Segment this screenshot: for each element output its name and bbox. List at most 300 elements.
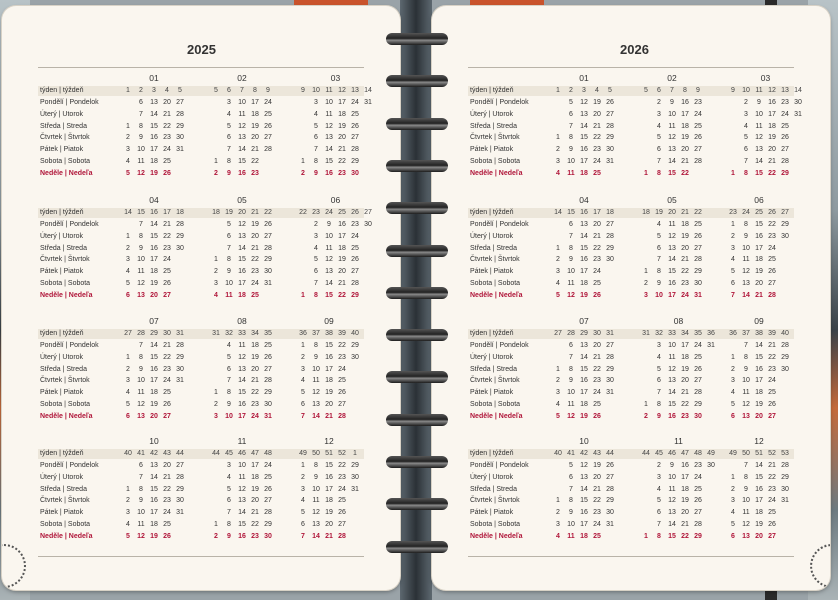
week-number: 13 (781, 87, 789, 94)
day-cell: 19 (251, 353, 259, 361)
day-cell: 17 (150, 509, 158, 517)
day-cell: 18 (681, 221, 689, 228)
month-number: 07 (579, 316, 589, 326)
day-cell: 25 (351, 110, 359, 118)
day-label: Středa | Streda (470, 485, 517, 493)
day-cell: 31 (606, 389, 614, 397)
week-number: 44 (606, 450, 614, 457)
month-number: 06 (754, 195, 764, 205)
day-label: Čtvrtek | Štvrtok (470, 377, 520, 385)
day-cell: 1 (644, 532, 648, 540)
day-cell: 28 (338, 412, 346, 420)
day-cell: 11 (742, 509, 750, 517)
day-cell: 21 (163, 110, 171, 118)
day-cell: 11 (567, 401, 575, 408)
day-cell: 15 (150, 122, 158, 130)
day-cell: 22 (338, 291, 346, 299)
day-cell: 20 (338, 268, 346, 276)
day-cell: 13 (668, 244, 676, 252)
day-cell: 28 (176, 221, 184, 228)
day-cell: 24 (163, 509, 171, 517)
day-cell: 22 (251, 521, 259, 528)
day-cell: 15 (755, 169, 763, 177)
day-cell: 20 (768, 146, 776, 154)
day-cell: 12 (325, 122, 333, 130)
spiral-ring (386, 329, 448, 341)
week-number: 43 (163, 450, 171, 457)
month-number: 09 (754, 316, 764, 326)
day-cell: 12 (668, 232, 676, 240)
day-cell: 8 (657, 169, 661, 177)
day-cell: 7 (744, 158, 748, 165)
day-cell: 29 (606, 244, 614, 252)
month-number: 10 (579, 436, 589, 446)
day-cell: 21 (338, 280, 346, 287)
day-cell: 4 (126, 268, 130, 276)
day-cell: 23 (251, 169, 259, 177)
week-number: 52 (768, 450, 776, 457)
week-number: 14 (364, 87, 372, 94)
day-cell: 20 (338, 134, 346, 142)
week-number: 40 (554, 450, 562, 457)
day-cell: 8 (657, 532, 661, 540)
day-cell: 24 (694, 473, 702, 481)
day-cell: 19 (681, 232, 689, 240)
day-cell: 19 (755, 401, 763, 408)
day-cell: 16 (238, 401, 246, 408)
day-cell: 14 (150, 221, 158, 228)
day-cell: 31 (264, 280, 272, 287)
right-page (432, 6, 830, 590)
day-cell: 20 (755, 280, 763, 287)
day-cell: 14 (238, 146, 246, 154)
day-cell: 17 (768, 110, 776, 118)
day-cell: 6 (314, 268, 318, 276)
day-cell: 1 (644, 169, 648, 177)
day-cell: 2 (126, 497, 130, 505)
day-cell: 26 (694, 232, 702, 240)
day-cell: 10 (742, 497, 750, 505)
day-label: Neděle | Nedeľa (40, 412, 93, 420)
day-cell: 3 (556, 521, 560, 528)
day-cell: 29 (176, 232, 184, 240)
week-number: 5 (644, 87, 648, 94)
day-cell: 18 (755, 256, 763, 264)
day-cell: 27 (694, 509, 702, 517)
day-cell: 28 (694, 158, 702, 165)
day-cell: 16 (768, 99, 776, 106)
week-number: 45 (225, 450, 233, 457)
day-label: Sobota | Sobota (470, 280, 521, 287)
day-cell: 18 (150, 521, 158, 528)
day-cell: 29 (606, 365, 614, 373)
day-cell: 10 (312, 365, 320, 373)
day-cell: 21 (681, 521, 689, 528)
day-cell: 29 (351, 158, 359, 165)
day-cell: 15 (668, 532, 676, 540)
day-cell: 17 (681, 342, 689, 349)
day-cell: 10 (655, 291, 663, 299)
day-cell: 2 (301, 473, 305, 481)
day-cell: 28 (264, 146, 272, 154)
day-cell: 21 (768, 158, 776, 165)
day-cell: 17 (238, 412, 246, 420)
day-cell: 3 (314, 232, 318, 240)
day-cell: 16 (668, 412, 676, 420)
week-number: 47 (681, 450, 689, 457)
day-cell: 24 (264, 99, 272, 106)
day-cell: 3 (657, 473, 661, 481)
day-cell: 11 (668, 122, 676, 130)
week-header-label: týden | týždeň (40, 87, 84, 94)
day-cell: 6 (301, 401, 305, 408)
day-cell: 16 (325, 169, 333, 177)
day-cell: 8 (139, 232, 143, 240)
day-cell: 22 (163, 353, 171, 361)
day-cell: 19 (681, 134, 689, 142)
day-cell: 10 (238, 462, 246, 469)
day-cell: 2 (301, 353, 305, 361)
day-label: Středa | Streda (40, 365, 87, 373)
day-label: Úterý | Utorok (470, 353, 514, 361)
day-cell: 20 (163, 462, 171, 469)
day-cell: 9 (744, 485, 748, 493)
week-number: 6 (657, 87, 661, 94)
day-cell: 4 (556, 280, 560, 287)
day-cell: 4 (314, 110, 318, 118)
day-cell: 6 (227, 134, 231, 142)
day-cell: 1 (214, 389, 218, 397)
day-cell: 3 (126, 377, 130, 385)
day-cell: 25 (694, 122, 702, 130)
ring-wire (386, 202, 448, 214)
week-number: 23 (729, 209, 737, 216)
day-cell: 24 (593, 521, 601, 528)
week-number: 38 (325, 330, 333, 337)
day-cell: 8 (744, 221, 748, 228)
month-number: 03 (760, 73, 771, 83)
day-cell: 6 (657, 509, 661, 517)
day-cell: 24 (593, 389, 601, 397)
left-page (2, 6, 400, 590)
day-cell: 22 (593, 244, 601, 252)
day-cell: 18 (251, 473, 259, 481)
day-cell: 19 (681, 365, 689, 373)
day-label: Úterý | Utorok (470, 110, 514, 118)
day-cell: 15 (238, 256, 246, 264)
day-label: Pátek | Piatok (40, 389, 84, 397)
day-cell: 6 (126, 412, 130, 420)
day-cell: 5 (657, 365, 661, 373)
day-cell: 31 (176, 377, 184, 385)
day-cell: 1 (301, 462, 305, 469)
month-number: 08 (237, 316, 247, 326)
day-cell: 21 (251, 244, 259, 252)
day-cell: 31 (364, 99, 372, 106)
day-cell: 14 (668, 521, 676, 528)
week-header-label: týden | týždeň (40, 209, 84, 216)
day-cell: 5 (126, 280, 130, 287)
day-cell: 7 (301, 532, 305, 540)
day-cell: 17 (681, 110, 689, 118)
day-cell: 12 (567, 412, 575, 420)
ring-wire (386, 245, 448, 257)
day-cell: 23 (593, 509, 601, 517)
day-cell: 22 (681, 268, 689, 276)
day-cell: 20 (325, 521, 333, 528)
day-cell: 26 (768, 521, 776, 528)
day-cell: 19 (593, 99, 601, 106)
day-cell: 5 (569, 99, 573, 106)
day-cell: 20 (681, 509, 689, 517)
day-cell: 19 (325, 389, 333, 397)
year-label: 2025 (187, 42, 216, 57)
day-cell: 21 (325, 412, 333, 420)
day-cell: 27 (264, 134, 272, 142)
day-cell: 6 (569, 110, 573, 118)
day-cell: 19 (150, 401, 158, 408)
week-number: 25 (755, 209, 763, 216)
day-cell: 18 (338, 244, 346, 252)
spiral-ring (386, 456, 448, 468)
day-label: Čtvrtek | Štvrtok (40, 134, 90, 142)
day-cell: 7 (744, 342, 748, 349)
week-number: 34 (681, 330, 689, 337)
month-number: 04 (149, 195, 159, 205)
week-number: 49 (729, 450, 737, 457)
day-cell: 21 (681, 158, 689, 165)
month-number: 09 (324, 316, 334, 326)
week-number: 41 (137, 450, 145, 457)
week-number: 2 (569, 87, 573, 94)
day-cell: 6 (569, 221, 573, 228)
day-cell: 7 (227, 509, 231, 517)
day-cell: 14 (580, 232, 588, 240)
month-number: 06 (330, 195, 341, 205)
week-number: 11 (325, 87, 333, 94)
day-cell: 5 (657, 497, 661, 505)
day-cell: 30 (176, 497, 184, 505)
day-cell: 21 (251, 146, 259, 154)
day-cell: 4 (731, 256, 735, 264)
day-cell: 5 (556, 412, 560, 420)
day-cell: 2 (731, 485, 735, 493)
day-cell: 31 (794, 110, 802, 118)
day-cell: 27 (606, 221, 614, 228)
day-cell: 3 (301, 485, 305, 493)
week-number: 36 (299, 330, 307, 337)
day-cell: 1 (556, 244, 560, 252)
day-cell: 29 (264, 521, 272, 528)
day-cell: 24 (694, 342, 702, 349)
day-cell: 30 (707, 462, 715, 469)
ring-wire (386, 287, 448, 299)
day-cell: 5 (314, 256, 318, 264)
day-cell: 17 (681, 473, 689, 481)
day-cell: 12 (238, 353, 246, 361)
day-cell: 14 (312, 412, 320, 420)
day-cell: 16 (755, 365, 763, 373)
day-cell: 6 (227, 232, 231, 240)
day-cell: 18 (755, 509, 763, 517)
day-cell: 22 (251, 256, 259, 264)
day-label: Úterý | Utorok (40, 232, 84, 240)
month-number: 07 (149, 316, 159, 326)
day-cell: 14 (742, 291, 750, 299)
day-cell: 18 (755, 389, 763, 397)
week-number: 7 (670, 87, 674, 94)
day-cell: 26 (163, 532, 171, 540)
day-cell: 23 (768, 365, 776, 373)
week-number: 4 (165, 87, 169, 94)
day-cell: 11 (137, 389, 145, 397)
day-cell: 10 (238, 99, 246, 106)
week-number: 34 (251, 330, 259, 337)
day-cell: 3 (126, 509, 130, 517)
day-cell: 21 (325, 532, 333, 540)
week-number: 29 (150, 330, 158, 337)
bottom-rule (468, 556, 794, 557)
day-cell: 1 (731, 473, 735, 481)
spiral-ring (386, 75, 448, 87)
week-number: 44 (176, 450, 184, 457)
day-cell: 29 (781, 473, 789, 481)
day-label: Pondělí | Pondelok (40, 99, 99, 106)
day-cell: 20 (251, 134, 259, 142)
day-cell: 22 (163, 485, 171, 493)
day-cell: 23 (163, 365, 171, 373)
week-number: 4 (595, 87, 599, 94)
day-label: Čtvrtek | Štvrtok (40, 256, 90, 264)
day-cell: 24 (163, 146, 171, 154)
day-cell: 23 (768, 485, 776, 493)
week-number: 14 (794, 87, 802, 94)
day-cell: 8 (569, 497, 573, 505)
week-number: 36 (729, 330, 737, 337)
day-cell: 30 (781, 232, 789, 240)
day-cell: 29 (694, 268, 702, 276)
day-cell: 21 (593, 485, 601, 493)
day-cell: 23 (681, 412, 689, 420)
day-cell: 5 (126, 169, 130, 177)
day-cell: 31 (264, 412, 272, 420)
day-cell: 11 (668, 221, 676, 228)
week-number: 40 (351, 330, 359, 337)
day-cell: 20 (150, 412, 158, 420)
year-label: 2026 (620, 42, 649, 57)
week-number: 3 (152, 87, 156, 94)
week-number: 26 (768, 209, 776, 216)
week-number: 38 (755, 330, 763, 337)
day-cell: 9 (569, 509, 573, 517)
day-cell: 10 (137, 146, 145, 154)
day-cell: 22 (338, 462, 346, 469)
day-cell: 1 (556, 497, 560, 505)
week-number: 50 (742, 450, 750, 457)
spiral-ring (386, 160, 448, 172)
day-cell: 2 (126, 365, 130, 373)
day-cell: 7 (744, 462, 748, 469)
day-cell: 6 (657, 377, 661, 385)
day-cell: 26 (694, 497, 702, 505)
day-cell: 13 (742, 280, 750, 287)
day-cell: 6 (657, 146, 661, 154)
day-cell: 1 (126, 232, 130, 240)
day-cell: 28 (606, 122, 614, 130)
day-cell: 30 (264, 532, 272, 540)
week-number: 46 (668, 450, 676, 457)
day-cell: 14 (755, 462, 763, 469)
day-cell: 19 (251, 122, 259, 130)
day-cell: 6 (301, 521, 305, 528)
month-number: 05 (667, 195, 677, 205)
day-cell: 7 (569, 485, 573, 493)
day-label: Pondělí | Pondelok (470, 221, 529, 228)
day-cell: 23 (593, 256, 601, 264)
day-cell: 16 (150, 134, 158, 142)
day-cell: 25 (593, 401, 601, 408)
day-cell: 3 (314, 99, 318, 106)
day-cell: 12 (668, 365, 676, 373)
week-number: 42 (580, 450, 588, 457)
day-cell: 29 (781, 221, 789, 228)
day-cell: 12 (742, 268, 750, 276)
day-label: Úterý | Utorok (470, 232, 514, 240)
day-cell: 25 (781, 122, 789, 130)
day-cell: 1 (301, 158, 305, 165)
day-cell: 15 (325, 342, 333, 349)
month-number: 12 (324, 436, 334, 446)
day-cell: 29 (351, 342, 359, 349)
day-cell: 13 (755, 146, 763, 154)
day-cell: 12 (238, 221, 246, 228)
day-cell: 9 (744, 232, 748, 240)
day-cell: 7 (657, 256, 661, 264)
day-cell: 11 (325, 110, 333, 118)
week-number: 11 (755, 87, 763, 94)
day-label: Pátek | Piatok (470, 146, 514, 154)
week-number: 19 (225, 209, 233, 216)
ring-wire (386, 33, 448, 45)
day-cell: 13 (325, 134, 333, 142)
ring-wire (386, 541, 448, 553)
corner-dots (2, 544, 26, 588)
day-cell: 10 (742, 244, 750, 252)
week-number: 21 (251, 209, 259, 216)
day-cell: 24 (768, 244, 776, 252)
day-cell: 8 (139, 353, 143, 361)
day-cell: 31 (176, 509, 184, 517)
day-cell: 23 (338, 169, 346, 177)
day-cell: 3 (556, 389, 560, 397)
ring-wire (386, 329, 448, 341)
day-cell: 7 (227, 244, 231, 252)
week-header-label: týden | týždeň (40, 330, 84, 337)
day-cell: 14 (312, 532, 320, 540)
day-cell: 23 (781, 99, 789, 106)
week-number: 40 (124, 450, 132, 457)
day-cell: 29 (694, 401, 702, 408)
week-number: 33 (668, 330, 676, 337)
day-cell: 1 (731, 221, 735, 228)
day-cell: 29 (781, 353, 789, 361)
day-cell: 18 (150, 158, 158, 165)
day-cell: 27 (351, 134, 359, 142)
day-cell: 26 (351, 122, 359, 130)
week-number: 31 (642, 330, 650, 337)
day-cell: 23 (251, 401, 259, 408)
day-label: Čtvrtek | Štvrtok (470, 134, 520, 142)
